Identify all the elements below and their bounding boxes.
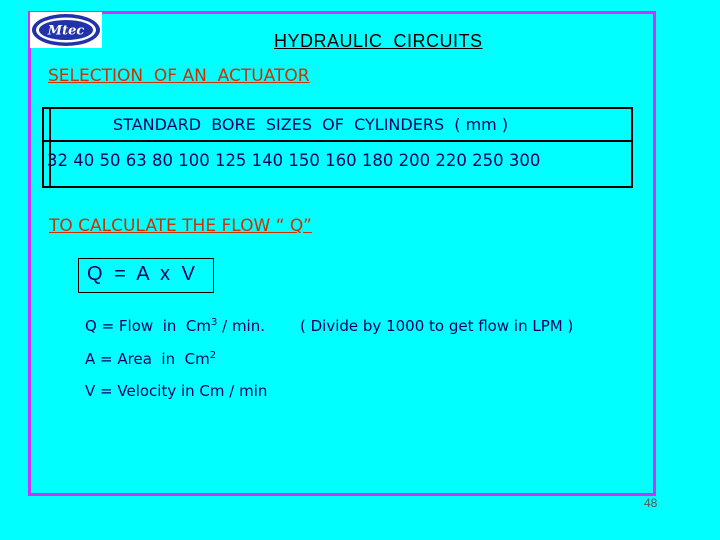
definition-v: V = Velocity in Cm / min [85,382,268,400]
table-inner-border [49,109,51,186]
definition-q-suffix: / min. [217,317,266,335]
bore-table-heading: STANDARD BORE SIZES OF CYLINDERS ( mm ) [113,115,509,134]
definition-q-note: ( Divide by 1000 to get flow in LPM ) [300,317,574,335]
logo-text: Mtec [47,23,85,39]
flow-heading: TO CALCULATE THE FLOW “ Q” [49,216,312,236]
page-title: HYDRAULIC CIRCUITS [274,31,483,51]
definition-a-prefix: A = Area in Cm [85,350,210,368]
table-row-divider [44,140,631,142]
page-number: 48 [644,496,658,510]
definition-q-prefix: Q = Flow in Cm [85,317,211,335]
section-heading: SELECTION OF AN ACTUATOR [48,66,310,86]
definition-a-exponent: 2 [209,350,217,361]
definition-q [85,317,265,335]
bore-sizes-row: 32 40 50 63 80 100 125 140 150 160 180 200 220 250 300 [47,151,541,170]
definition-a [85,350,216,368]
mtec-logo-icon [30,12,102,48]
formula-text: Q = A x V [87,263,198,285]
definition-q-exponent: 3 [210,317,218,328]
